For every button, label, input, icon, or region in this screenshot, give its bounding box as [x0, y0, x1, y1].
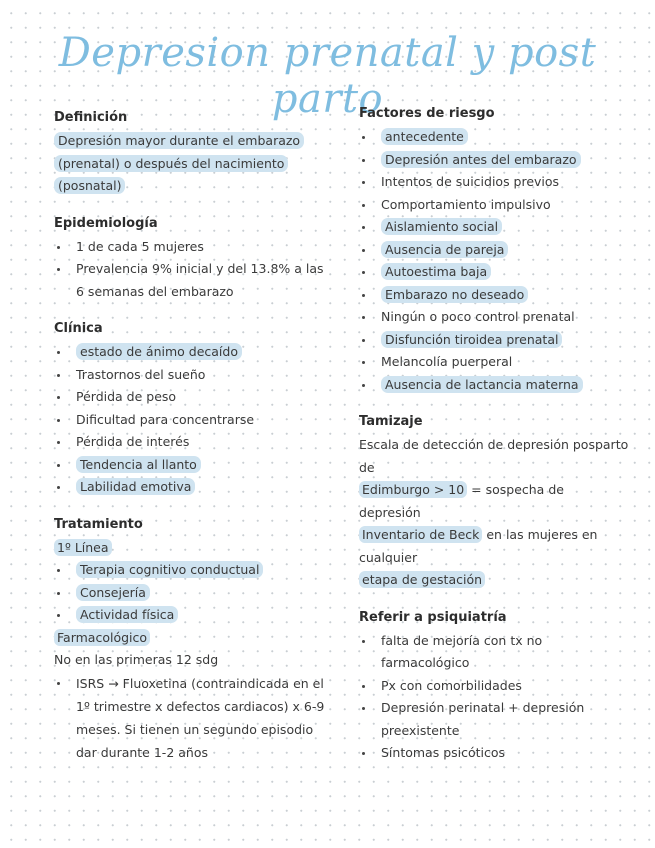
section-tamizaje: [359, 414, 629, 592]
tratamiento-heading: Tratamiento: [54, 516, 143, 532]
list-item: Intentos de suicidios previos: [359, 171, 629, 194]
list-item: Aislamiento social: [359, 216, 629, 239]
tamizaje-line-4: etapa de gestación: [359, 569, 629, 592]
list-item: Trastornos del sueño: [54, 364, 329, 387]
definicion-text: Depresión mayor durante el embarazo (prenatal) o después del nacimiento (posnatal): [54, 132, 304, 194]
list-item: Disfunción tiroidea prenatal: [359, 329, 629, 352]
tratamiento-nota: No en las primeras 12 sdg: [54, 652, 219, 667]
right-column: [359, 106, 629, 783]
list-item: Consejería: [54, 582, 329, 605]
tamizaje-line-2: Edimburgo > 10 = sospecha de depresión: [359, 482, 564, 520]
section-referir: [359, 610, 629, 765]
tamizaje-line-3: Inventario de Beck en las mujeres en cualquier: [359, 527, 598, 565]
list-item: 1 de cada 5 mujeres: [54, 236, 329, 259]
epidemiologia-heading: Epidemiología: [54, 215, 158, 231]
list-item: Ausencia de lactancia materna: [359, 374, 629, 397]
list-item: Ausencia de pareja: [359, 239, 629, 262]
section-clinica: [54, 321, 329, 499]
list-item: Dificultad para concentrarse: [54, 409, 329, 432]
section-tratamiento: [54, 517, 329, 764]
list-item: Px con comorbilidades: [359, 675, 629, 698]
definicion-heading: Definición: [54, 110, 128, 125]
list-item: ISRS → Fluoxetina (contraindicada en el 1º trimestre x defectos cardiacos) x 6-9 meses. Si tienen un segundo episodio dar durante 1-2 años: [54, 672, 329, 764]
page-title: Depresion prenatal y post parto: [58, 30, 597, 122]
list-item: Autoestima baja: [359, 261, 629, 284]
list-item: Depresión perinatal + depresión preexistente: [359, 697, 629, 742]
list-item: Embarazo no deseado: [359, 284, 629, 307]
list-item: Ningún o poco control prenatal: [359, 306, 629, 329]
list-item: Depresión antes del embarazo: [359, 149, 629, 172]
section-factores: [359, 106, 629, 396]
list-item: Terapia cognitivo conductual: [54, 559, 329, 582]
factores-heading: Factores de riesgo: [359, 106, 495, 121]
farmacologico-label: Farmacológico: [54, 629, 150, 646]
referir-heading: Referir a psiquiatría: [359, 609, 507, 625]
list-item: Comportamiento impulsivo: [359, 194, 629, 217]
list-item: Labilidad emotiva: [54, 476, 329, 499]
list-item: Pérdida de peso: [54, 386, 329, 409]
tamizaje-heading: Tamizaje: [359, 414, 423, 429]
section-definicion: [54, 110, 329, 198]
list-item: antecedente: [359, 126, 629, 149]
list-item: Actividad física: [54, 604, 329, 627]
list-item: Tendencia al llanto: [54, 454, 329, 477]
section-epidemiologia: [54, 216, 329, 304]
left-column: [54, 110, 329, 782]
list-item: Prevalencia 9% inicial y del 13.8% a las 6 semanas del embarazo: [54, 258, 329, 303]
tamizaje-line-1: Escala de detección de depresión posparto de: [359, 437, 629, 475]
list-item: estado de ánimo decaído: [54, 341, 329, 364]
list-item: Melancolía puerperal: [359, 351, 629, 374]
list-item: falta de mejoría con tx no farmacológico: [359, 630, 629, 675]
primera-linea-label: 1º Línea: [54, 539, 112, 556]
list-item: Pérdida de interés: [54, 431, 329, 454]
clinica-heading: Clínica: [54, 321, 103, 336]
list-item: Síntomas psicóticos: [359, 742, 629, 765]
